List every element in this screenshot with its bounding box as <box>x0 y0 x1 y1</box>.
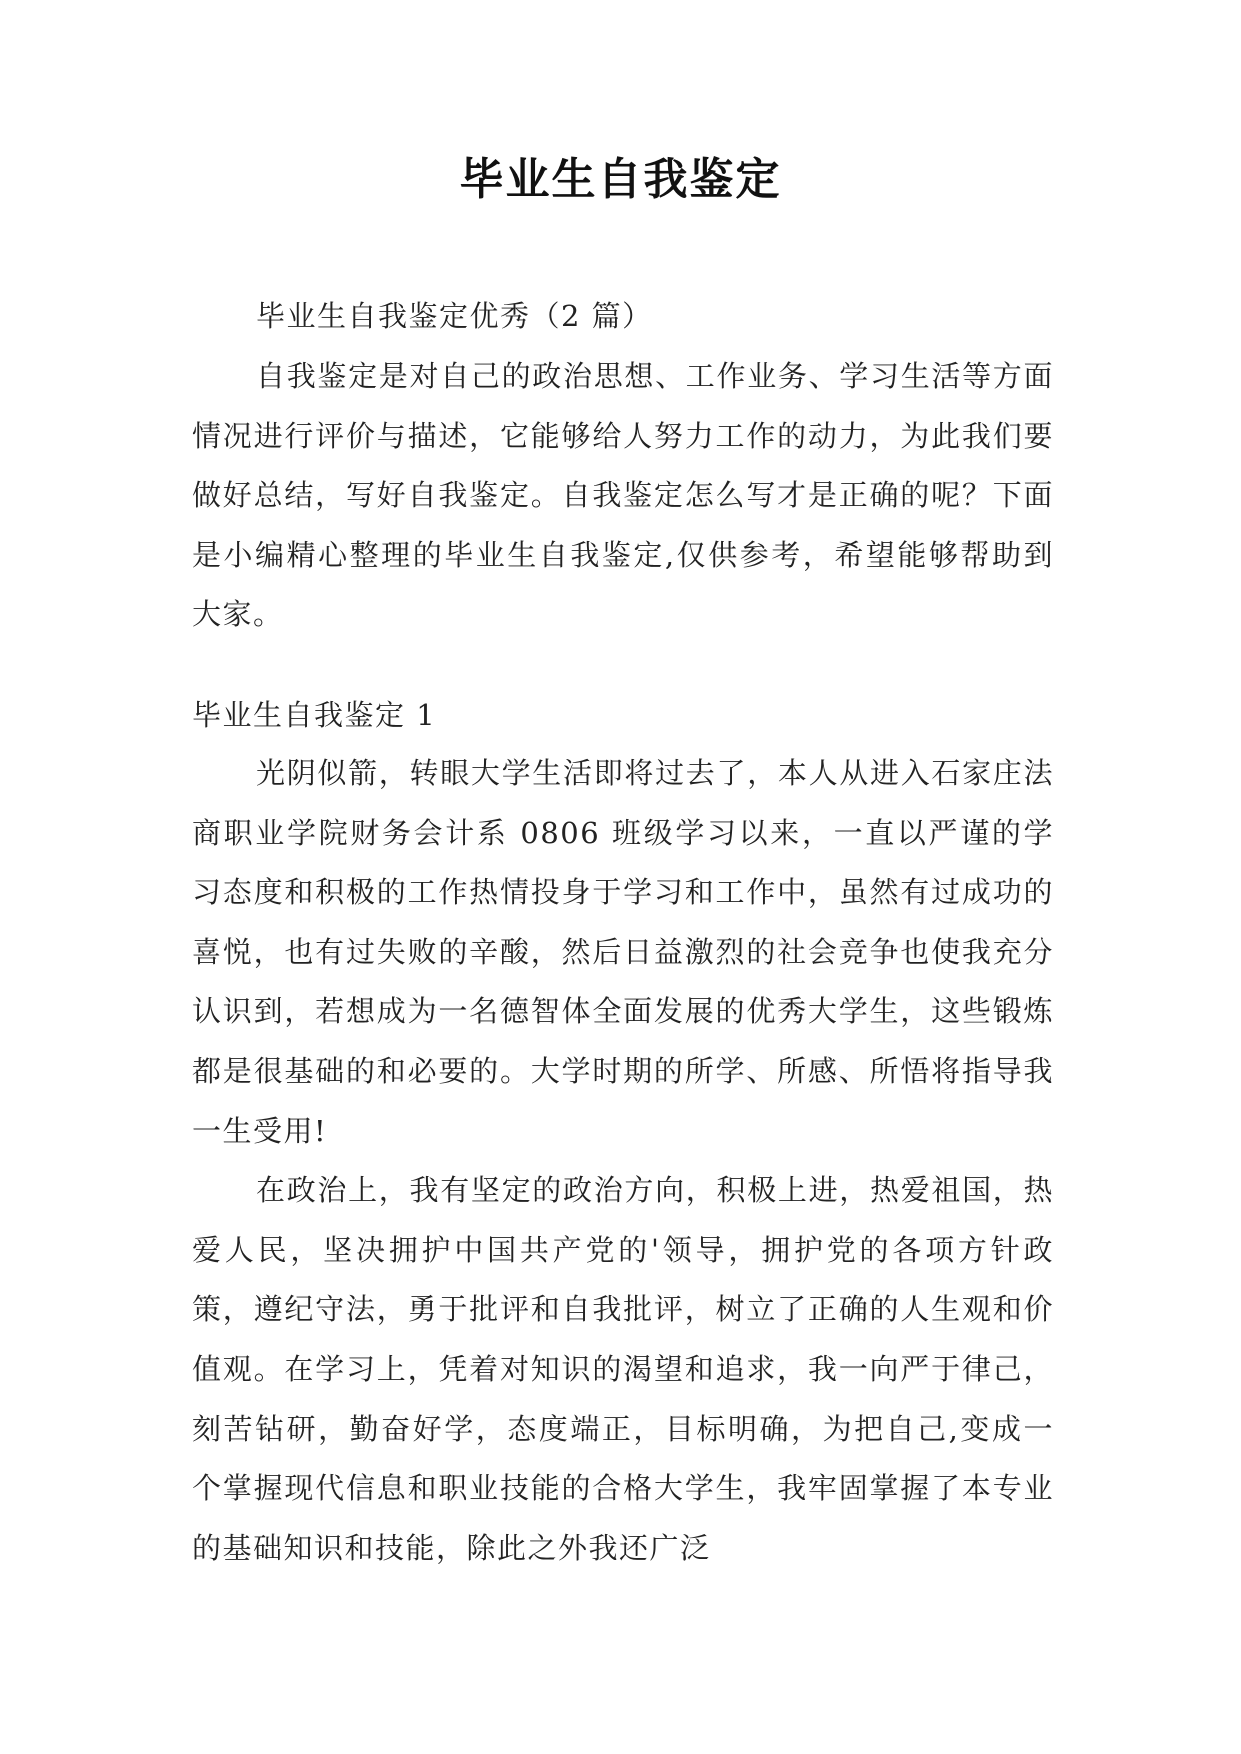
section-body <box>192 744 1054 1578</box>
document-title: 毕业生自我鉴定 <box>459 154 782 205</box>
section-paragraph: 在政治上，我有坚定的政治方向，积极上进，热爱祖国，热爱人民，坚决拥护中国共产党的'领导，拥护党的各项方针政策，遵纪守法，勇于批评和自我批评，树立了正确的人生观和价值观。在学习上，凭着对知识的渴望和追求，我一向严于律己，刻苦钻研，勤奋好学，态度端正，目标明确，为把自己,变成一个掌握现代信息和职业技能的合格大学生，我牢固掌握了本专业的基础知识和技能，除此之外我还广泛 <box>192 1173 1054 1565</box>
section-paragraph: 光阴似箭，转眼大学生活即将过去了，本人从进入石家庄法商职业学院财务会计系 0806 班级学习以来，一直以严谨的学习态度和积极的工作热情投身于学习和工作中，虽然有过成功的喜悦，也有过失败的辛酸，然后日益激烈的社会竞争也使我充分认识到，若想成为一名德智体全面发展的优秀大学生，这些锻炼都是很基础的和必要的。大学时期的所学、所感、所悟将指导我一生受用! <box>192 756 1054 1148</box>
subtitle-text: 毕业生自我鉴定优秀（2 篇） <box>256 299 653 333</box>
intro-paragraph: 自我鉴定是对自己的政治思想、工作业务、学习生活等方面情况进行评价与描述，它能够给人努力工作的动力，为此我们要做好总结，写好自我鉴定。自我鉴定怎么写才是正确的呢？下面是小编精心整理的毕业生自我鉴定,仅供参考，希望能够帮助到大家。 <box>192 359 1054 632</box>
document-subtitle <box>192 287 1054 347</box>
section-heading-text: 毕业生自我鉴定 1 <box>192 698 437 732</box>
intro-block <box>192 347 1054 645</box>
section-heading <box>192 686 1054 746</box>
